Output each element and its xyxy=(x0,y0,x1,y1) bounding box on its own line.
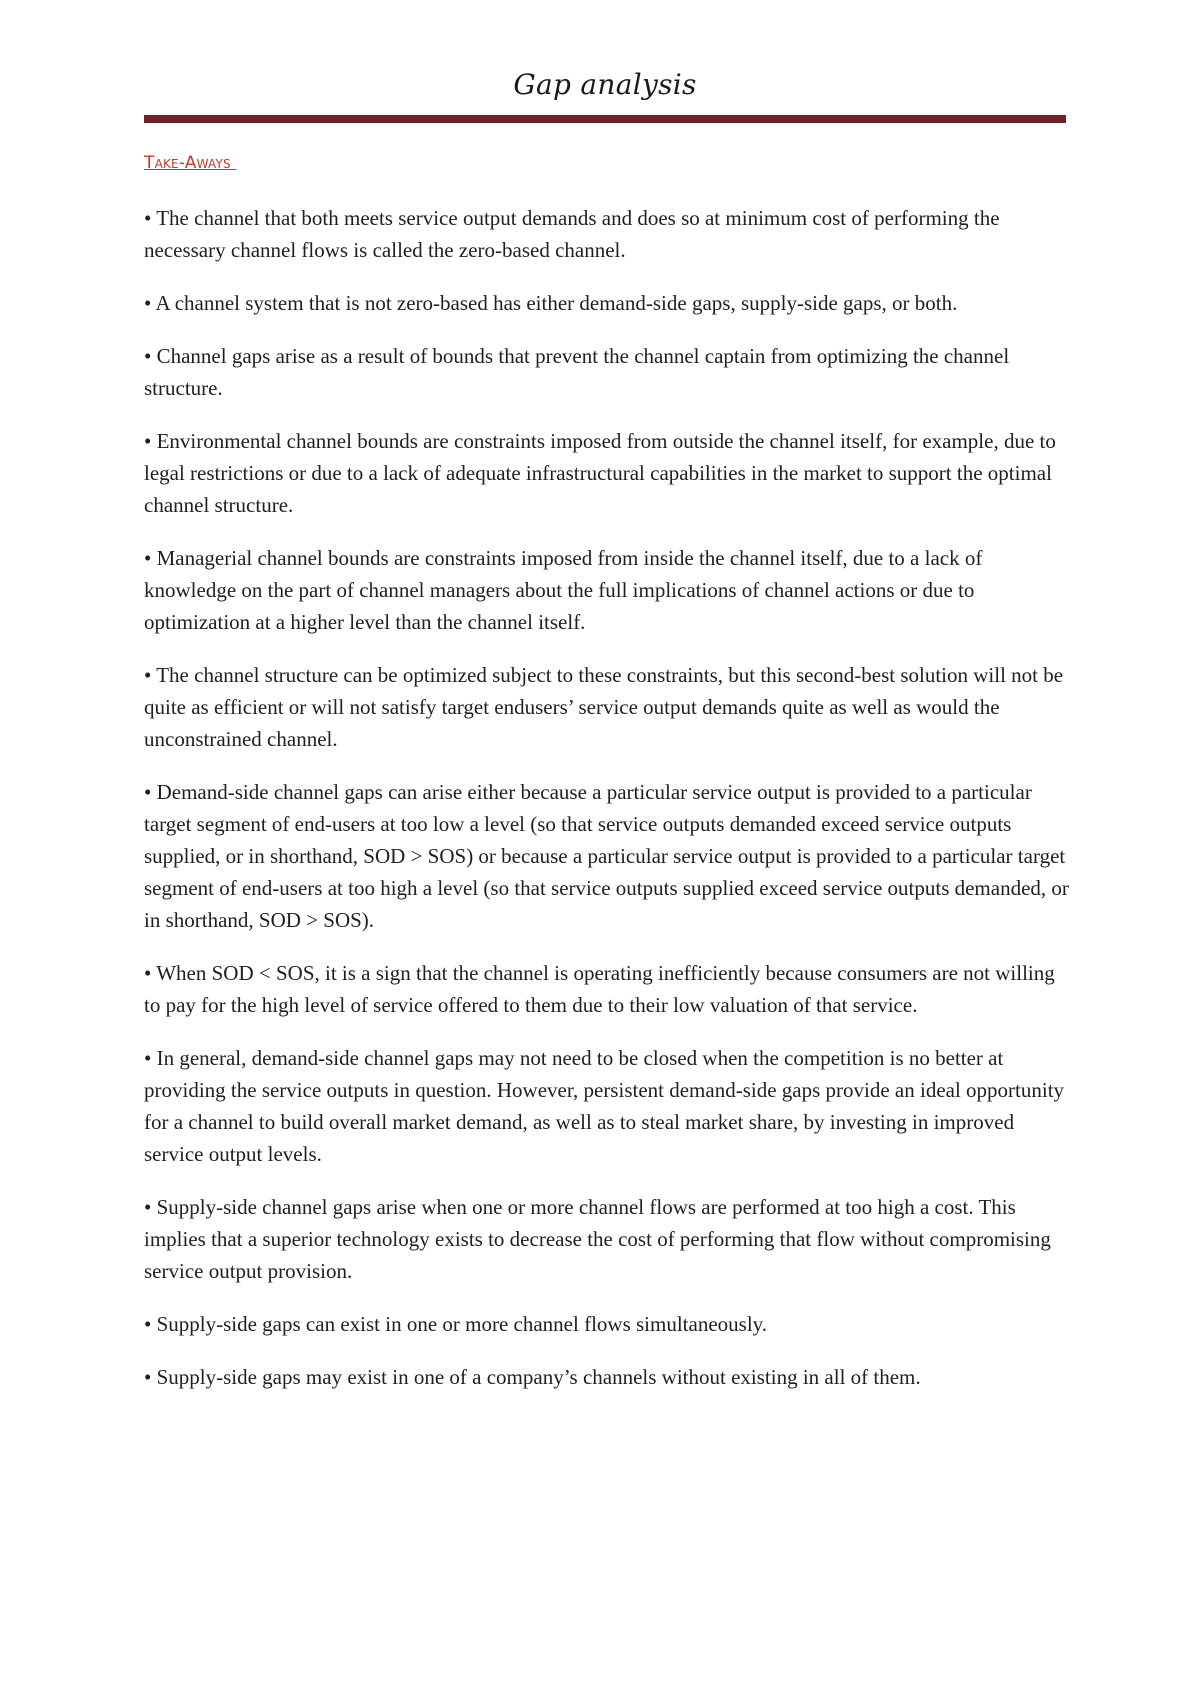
bullet-list xyxy=(144,202,1074,1414)
page-title: Gap analysis xyxy=(513,68,697,101)
list-item: • A channel system that is not zero-based has either demand-side gaps, supply-side gaps, or both. xyxy=(144,291,958,315)
list-item: • Channel gaps arise as a result of bounds that prevent the channel captain from optimizing the channel structure. xyxy=(144,344,1010,400)
list-item: • Environmental channel bounds are constraints imposed from outside the channel itself, for example, due to legal restrictions or due to a lack of adequate infrastructural capabilities in the market to support the optimal channel structure. xyxy=(144,429,1056,517)
list-item: • Managerial channel bounds are constraints imposed from inside the channel itself, due to a lack of knowledge on the part of channel managers about the full implications of channel actions or due to optimization at a higher level than the channel itself. xyxy=(144,546,983,634)
list-item: • Supply-side gaps may exist in one of a company’s channels without existing in all of them. xyxy=(144,1365,921,1389)
list-item: • Supply-side channel gaps arise when one or more channel flows are performed at too high a cost. This implies that a superior technology exists to decrease the cost of performing that flow without compromising service output provision. xyxy=(144,1195,1051,1283)
list-item: • When SOD < SOS, it is a sign that the channel is operating inefficiently because consumers are not willing to pay for the high level of service offered to them due to their low valuation of that service. xyxy=(144,961,1055,1017)
list-item: • The channel structure can be optimized subject to these constraints, but this second-best solution will not be quite as efficient or will not satisfy target endusers’ service output demands quite as well as would the unconstrained channel. xyxy=(144,663,1064,751)
title-divider xyxy=(144,115,1066,123)
list-item: • Supply-side gaps can exist in one or more channel flows simultaneously. xyxy=(144,1312,768,1336)
section-heading: Take-Aways xyxy=(144,153,237,173)
list-item: • The channel that both meets service output demands and does so at minimum cost of performing the necessary channel flows is called the zero-based channel. xyxy=(144,206,1000,262)
list-item: • In general, demand-side channel gaps may not need to be closed when the competition is no better at providing the service outputs in question. However, persistent demand-side gaps provide an ideal opportunity for a channel to build overall market demand, as well as to steal market share, by investing in improved service output levels. xyxy=(144,1046,1065,1166)
list-item: • Demand-side channel gaps can arise either because a particular service output is provided to a particular target segment of end-users at too low a level (so that service outputs demanded exceed service outputs supplied, or in shorthand, SOD > SOS) or because a particular service output is provided to a particular target segment of end-users at too high a level (so that service outputs supplied exceed service outputs demanded, or in shorthand, SOD > SOS). xyxy=(144,780,1069,932)
